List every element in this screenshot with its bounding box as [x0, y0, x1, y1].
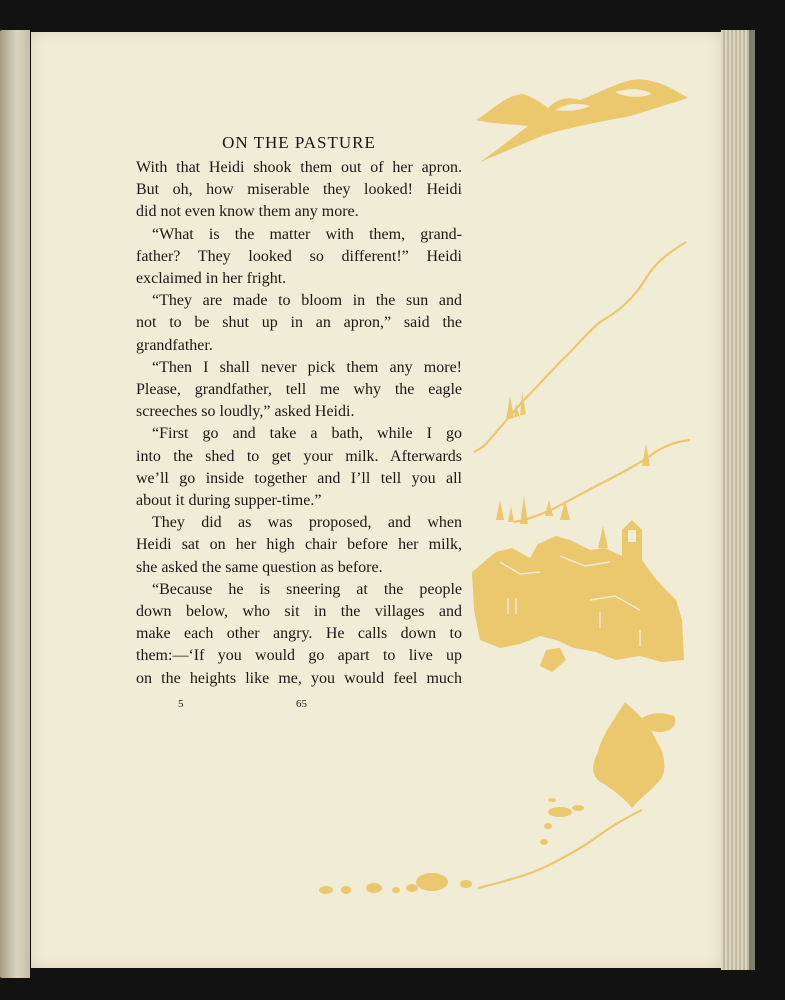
text-line: did not even know them any more. — [136, 203, 359, 221]
mountain-peaks — [476, 79, 688, 162]
text-line: Heidi sat on her high chair before her milk, — [136, 536, 462, 554]
text-line: on the heights like me, you would feel much — [136, 669, 462, 687]
running-head: ON THE PASTURE — [222, 133, 376, 152]
pine-tree — [496, 500, 504, 520]
rock — [544, 823, 552, 829]
rock — [548, 798, 556, 802]
signature-mark: 5 — [178, 698, 184, 710]
rock — [341, 886, 351, 894]
page-number: 65 — [296, 698, 307, 710]
rock — [392, 887, 400, 893]
rock — [548, 807, 572, 817]
text-line: screeches so loudly,” asked Heidi. — [136, 403, 355, 421]
text-line: down below, who sit in the villages and — [136, 603, 462, 621]
text-line: They did as was proposed, and when — [152, 514, 462, 532]
rock — [416, 873, 448, 891]
text-line: Please, grandfather, tell me why the eagle — [136, 381, 462, 399]
slope-line — [514, 440, 690, 522]
pine-tree — [545, 500, 553, 516]
pine-tree — [560, 500, 570, 520]
pine-tree — [598, 526, 608, 548]
pine-tree — [642, 444, 650, 466]
rock — [319, 886, 333, 894]
text-line: “Then I shall never pick them any more! — [152, 358, 462, 376]
text-line: But oh, how miserable they looked! Heidi — [136, 181, 462, 199]
text-line: exclaimed in her fright. — [136, 270, 287, 288]
fence — [540, 648, 566, 672]
text-line: she asked the same question as before. — [136, 558, 383, 576]
text-line: “Because he is sneering at the people — [152, 580, 462, 598]
text-line: into the shed to get your milk. Afterwards — [136, 447, 462, 465]
text-line: them:—‘If you would go apart to live up — [136, 647, 462, 665]
text-line: we’ll go inside together and I’ll tell you all — [136, 469, 462, 487]
text-line: “First go and take a bath, while I go — [152, 425, 462, 443]
text-line: With that Heidi shook them out of her apron. — [136, 159, 462, 176]
rock — [366, 883, 382, 893]
rock — [460, 880, 472, 888]
church-window — [628, 530, 636, 542]
text-line: make each other angry. He calls down to — [136, 625, 462, 643]
slope-trees — [506, 392, 526, 420]
path-line — [478, 810, 642, 888]
text-line: “What is the matter with them, grand- — [152, 225, 462, 243]
text-line: grandfather. — [136, 336, 213, 354]
text-line: “They are made to bloom in the sun and — [152, 292, 462, 310]
pine-tree — [508, 506, 514, 522]
village — [472, 520, 684, 662]
pine-tree — [520, 496, 528, 524]
slope-line — [474, 242, 686, 452]
rock — [540, 839, 548, 845]
rock — [406, 884, 418, 892]
rock — [572, 805, 584, 811]
text-line: not to be shut up in an apron,” said the — [136, 314, 462, 332]
text-line: father? They looked so different!” Heidi — [136, 247, 462, 265]
text-line: about it during supper-time.” — [136, 492, 322, 510]
